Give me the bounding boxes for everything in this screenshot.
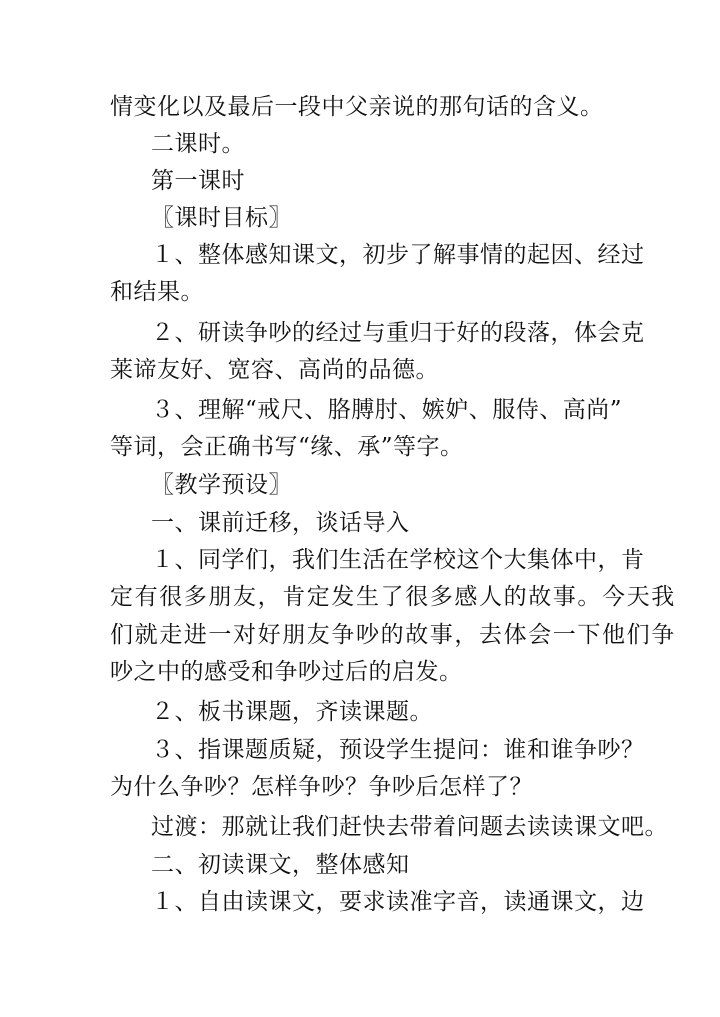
text-line: 为什么争吵？怎样争吵？争吵后怎样了？	[110, 774, 533, 800]
text-line: ３、理解“戒尺、胳膊肘、嫉妒、服侍、高尚”	[151, 397, 623, 423]
text-line: 二课时。	[151, 131, 245, 157]
text-line: 和结果。	[110, 279, 204, 305]
text-line: 吵之中的感受和争吵过后的启发。	[110, 659, 463, 685]
text-line: ２、研读争吵的经过与重归于好的段落，体会克	[151, 320, 645, 346]
text-line: ２、板书课题，齐读课题。	[151, 699, 433, 725]
text-line: 情变化以及最后一段中父亲说的那句话的含义。	[110, 94, 604, 120]
section-heading: 一、课前迁移，谈话导入	[151, 510, 410, 536]
section-heading: 二、初读课文，整体感知	[151, 852, 410, 878]
text-line: 定有很多朋友，肯定发生了很多感人的故事。今天我	[110, 584, 676, 610]
text-line: １、同学们，我们生活在学校这个大集体中，肯	[151, 547, 645, 573]
section-heading: 第一课时	[151, 168, 245, 194]
text-line: １、自由读课文，要求读准字音，读通课文，边	[151, 889, 645, 915]
text-line: ３、指课题质疑，预设学生提问：谁和谁争吵？	[151, 737, 645, 763]
text-line: 等词，会正确书写“缘、承”等字。	[110, 434, 464, 460]
text-line: １、整体感知课文，初步了解事情的起因、经过	[151, 242, 645, 268]
section-heading: 〖课时目标〗	[151, 205, 292, 231]
text-line: 莱谛友好、宽容、高尚的品德。	[110, 357, 439, 383]
section-heading: 〖教学预设〗	[151, 472, 292, 498]
text-line: 过渡：那就让我们赶快去带着问题去读读课文吧。	[151, 814, 668, 840]
text-line: 们就走进一对好朋友争吵的故事，去体会一下他们争	[110, 622, 676, 648]
